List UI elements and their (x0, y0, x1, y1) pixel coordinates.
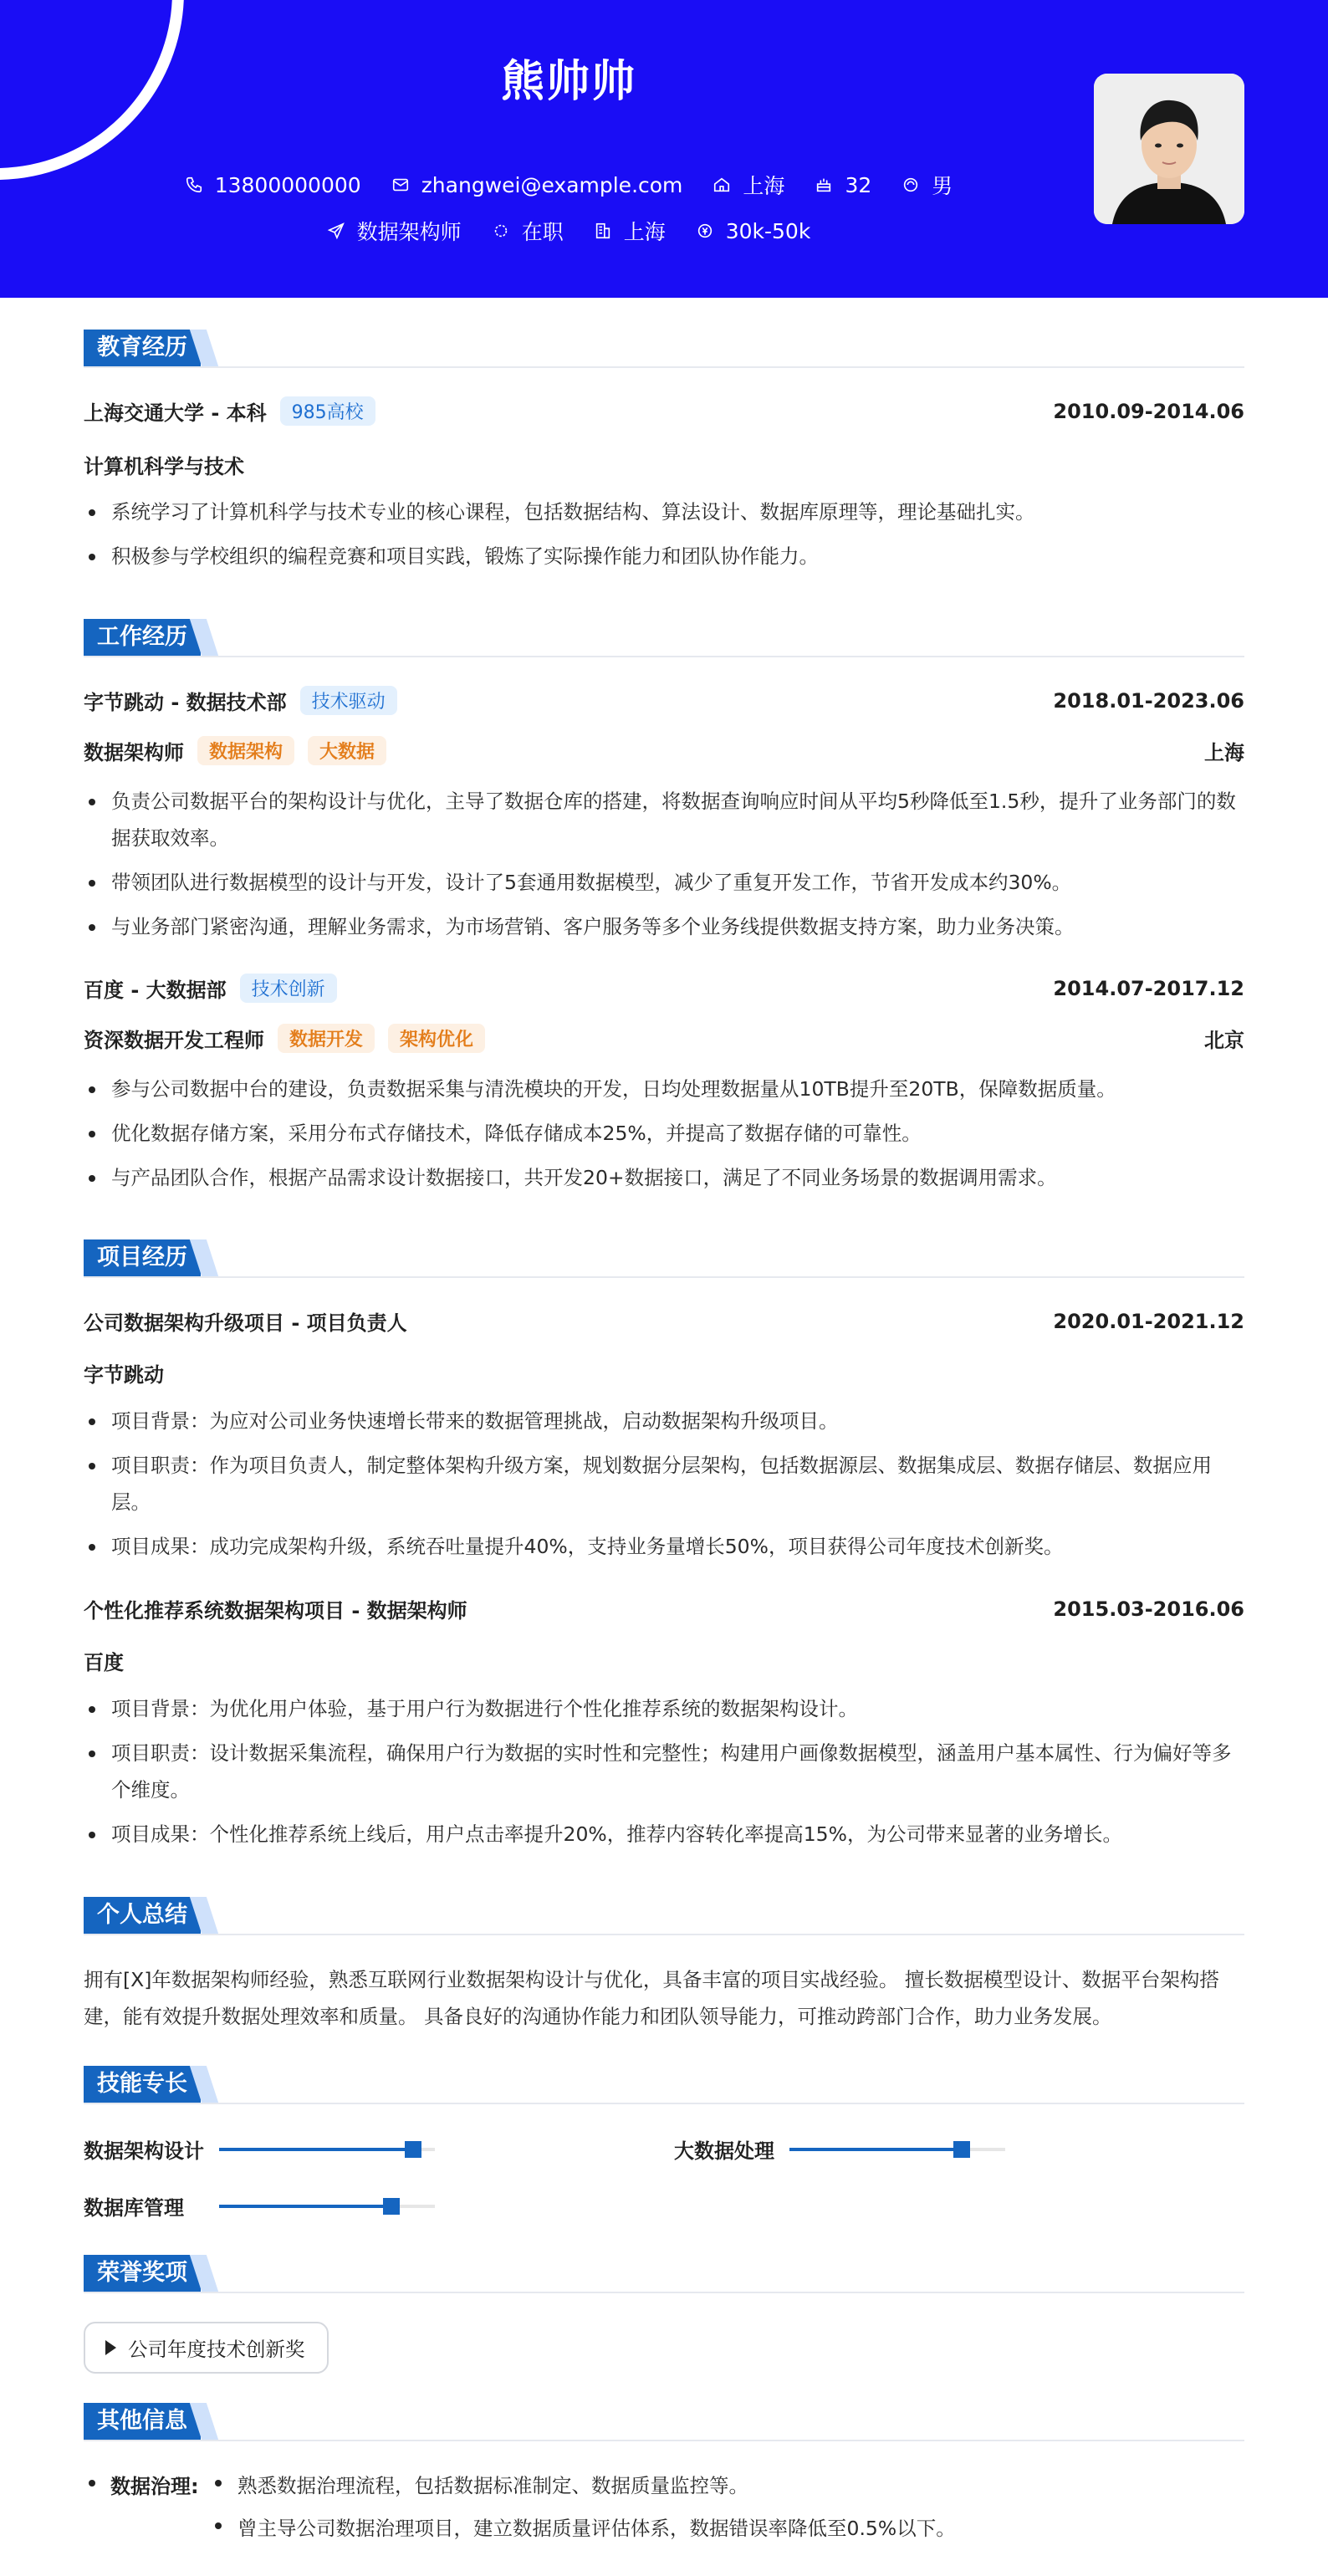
skill-name: 大数据处理 (674, 2139, 774, 2163)
email-info (391, 173, 683, 197)
role-tag: 数据开发 (278, 1024, 375, 1053)
skill-bar-knob (405, 2141, 421, 2158)
section-title-honors: 荣誉奖项 (84, 2255, 201, 2292)
education-bullet: 系统学习了计算机科学与技术专业的核心课程，包括数据结构、算法设计、数据库原理等，理论基础扎实。 (84, 493, 1244, 530)
salary-info (696, 219, 811, 243)
phone-text: 13800000000 (214, 172, 361, 197)
send-icon (327, 222, 345, 240)
role-row (84, 1024, 1244, 1053)
education-bullet: 积极参与学校组织的编程竞赛和项目实践，锻炼了实际操作能力和团队协作能力。 (84, 538, 1244, 575)
avatar (1094, 74, 1244, 224)
major-row (84, 450, 1244, 479)
age-info (815, 173, 871, 197)
role-tag: 大数据 (308, 736, 386, 765)
work-bullet: 参与公司数据中台的建设，负责数据采集与清洗模块的开发，日均处理数据量从10TB提升至20TB，保障数据质量。 (84, 1071, 1244, 1107)
school-name: 上海交通大学 - 本科 (84, 401, 267, 425)
contact-row (0, 170, 1137, 200)
project-bullet: 项目成果：成功完成架构升级，系统吞吐量提升40%，支持业务量增长50%，项目获得公司年度技术创新奖。 (84, 1528, 1244, 1565)
skill-bar-knob (953, 2141, 970, 2158)
project-header-row (84, 1594, 1244, 1623)
project-date: 2020.01-2021.12 (1053, 1309, 1244, 1333)
cake-icon (815, 176, 833, 194)
section-title-other: 其他信息 (84, 2403, 201, 2440)
role-tag: 架构优化 (388, 1024, 485, 1053)
other-label: 数据治理: (84, 2470, 199, 2499)
award-name: 公司年度技术创新奖 (128, 2338, 305, 2361)
major-name: 计算机科学与技术 (84, 455, 244, 478)
section-honors (84, 2255, 1244, 2292)
gender-info (902, 170, 953, 200)
work-bullet: 优化数据存储方案，采用分布式存储技术，降低存储成本25%，并提高了数据存储的可靠性。 (84, 1115, 1244, 1152)
summary-text: 拥有[X]年数据架构师经验，熟悉互联网行业数据架构设计与优化，具备丰富的项目实战经验。 擅长数据模型设计、数据平台架构搭建，能有效提升数据处理效率和质量。 具备良好的沟通协作能力和团队领导能力，可推动跨部门合作，助力业务发展。 (84, 1968, 1219, 2028)
section-divider (84, 2292, 1244, 2293)
role-name: 资深数据开发工程师 (84, 1029, 264, 1052)
project-date: 2015.03-2016.06 (1053, 1597, 1244, 1621)
resume-header (0, 0, 1328, 298)
home-icon (713, 176, 731, 194)
project-bullet: 项目职责：设计数据采集流程，确保用户行为数据的实时性和完整性；构建用户画像数据模型，涵盖用户基本属性、行为偏好等多个维度。 (84, 1735, 1244, 1808)
position-info (327, 216, 462, 246)
skill-name: 数据架构设计 (84, 2139, 204, 2163)
money-icon (696, 222, 714, 240)
section-divider (84, 2103, 1244, 2104)
project-header-row (84, 1306, 1244, 1336)
gender-text: 男 (932, 174, 953, 198)
other-item: 曾主导公司数据治理项目，建立数据质量评估体系，数据错误率降低至0.5%以下。 (210, 2512, 956, 2541)
section-divider (84, 366, 1244, 368)
project-title: 个性化推荐系统数据架构项目 - 数据架构师 (84, 1599, 467, 1623)
work-bullet: 与业务部门紧密沟通，理解业务需求，为市场营销、客户服务等多个业务线提供数据支持方案，助力业务决策。 (84, 908, 1244, 945)
age-text: 32 (845, 172, 872, 197)
skill-bar-knob (383, 2198, 400, 2215)
project-org-row (84, 1646, 1244, 1675)
phone-info (185, 173, 361, 197)
section-title-projects: 项目经历 (84, 1239, 201, 1276)
city-info (713, 170, 784, 200)
status-icon (492, 222, 510, 240)
work-city: 北京 (1204, 1029, 1244, 1052)
company-name: 百度 - 大数据部 (84, 979, 227, 1002)
work-city-text: 上海 (623, 220, 666, 244)
skill-name: 数据库管理 (84, 2196, 184, 2220)
candidate-name: 熊帅帅 (500, 57, 636, 107)
section-divider (84, 1276, 1244, 1278)
company-tag: 技术驱动 (300, 686, 397, 715)
work-date: 2014.07-2017.12 (1053, 976, 1244, 1000)
role-name: 数据架构师 (84, 741, 184, 764)
section-divider (84, 2440, 1244, 2441)
section-skills (84, 2066, 1244, 2103)
building-icon (594, 222, 612, 240)
salary-text: 30k-50k (725, 218, 811, 243)
skill-item (84, 2191, 435, 2221)
work-bullet: 与产品团队合作，根据产品需求设计数据接口，共开发20+数据接口，满足了不同业务场景的数据调用需求。 (84, 1159, 1244, 1196)
work-city: 上海 (1204, 741, 1244, 764)
skill-bar-fill (789, 2148, 962, 2151)
section-title-summary: 个人总结 (84, 1897, 201, 1934)
job-intent-row (0, 216, 1137, 246)
work-bullet: 带领团队进行数据模型的设计与开发，设计了5套通用数据模型，减少了重复开发工作，节省开发成本约30%。 (84, 864, 1244, 901)
project-org: 字节跳动 (84, 1363, 164, 1387)
section-projects (84, 1239, 1244, 1276)
education-header-row (84, 396, 1244, 426)
section-title-work: 工作经历 (84, 619, 201, 656)
school-tag: 985高校 (280, 396, 375, 426)
project-title: 公司数据架构升级项目 - 项目负责人 (84, 1311, 407, 1335)
education-date: 2010.09-2014.06 (1053, 399, 1244, 423)
section-title-skills: 技能专长 (84, 2066, 201, 2103)
skill-bar (219, 2148, 435, 2151)
role-row (84, 736, 1244, 765)
company-tag: 技术创新 (240, 974, 337, 1003)
skill-bar (789, 2148, 1005, 2151)
skill-bar-fill (219, 2205, 391, 2208)
gender-icon (902, 176, 920, 194)
city-text: 上海 (743, 174, 785, 198)
project-org-row (84, 1358, 1244, 1388)
work-city-info (594, 216, 666, 246)
company-name: 字节跳动 - 数据技术部 (84, 691, 287, 714)
section-divider (84, 656, 1244, 657)
work-header-row (84, 974, 1244, 1003)
award-item[interactable] (84, 2322, 329, 2374)
work-header-row (84, 686, 1244, 715)
skill-item (674, 2134, 1005, 2164)
project-bullet: 项目背景：为优化用户体验，基于用户行为数据进行个性化推荐系统的数据架构设计。 (84, 1690, 1244, 1727)
phone-icon (185, 176, 203, 194)
status-text: 在职 (521, 220, 564, 244)
email-text: zhangwei@example.com (421, 172, 683, 197)
mail-icon (391, 176, 410, 194)
skill-bar (219, 2205, 435, 2208)
project-bullet: 项目职责：作为项目负责人，制定整体架构升级方案，规划数据分层架构，包括数据源层、数据集成层、数据存储层、数据应用层。 (84, 1447, 1244, 1521)
project-bullet: 项目成果：个性化推荐系统上线后，用户点击率提升20%，推荐内容转化率提高15%，为公司带来显著的业务增长。 (84, 1816, 1244, 1853)
project-org: 百度 (84, 1651, 124, 1674)
other-item: 熟悉数据治理流程，包括数据标准制定、数据质量监控等。 (210, 2470, 748, 2498)
section-title-education: 教育经历 (84, 330, 201, 366)
position-text: 数据架构师 (356, 220, 462, 244)
project-bullet: 项目背景：为应对公司业务快速增长带来的数据管理挑战，启动数据架构升级项目。 (84, 1403, 1244, 1439)
work-date: 2018.01-2023.06 (1053, 688, 1244, 713)
section-other (84, 2403, 1244, 2440)
section-divider (84, 1934, 1244, 1935)
skill-bar-fill (219, 2148, 413, 2151)
section-work (84, 619, 1244, 656)
section-education (84, 330, 1244, 366)
role-tag: 数据架构 (197, 736, 294, 765)
section-summary (84, 1897, 1244, 1934)
play-triangle-icon (105, 2340, 116, 2355)
skill-item (84, 2134, 435, 2164)
work-bullet: 负责公司数据平台的架构设计与优化，主导了数据仓库的搭建，将数据查询响应时间从平均5秒降低至1.5秒，提升了业务部门的数据获取效率。 (84, 783, 1244, 856)
status-info (492, 216, 564, 246)
